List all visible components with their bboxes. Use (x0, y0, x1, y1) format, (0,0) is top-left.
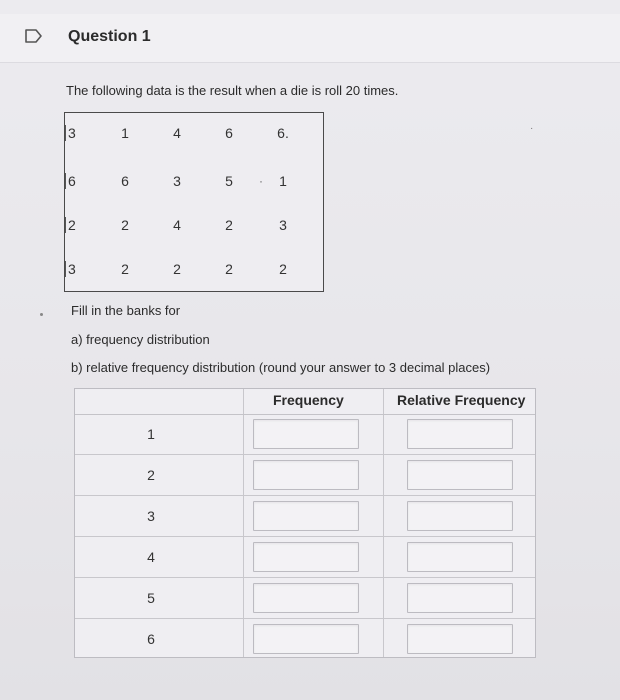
table-row (75, 578, 535, 619)
table-cell: 2 (121, 261, 129, 277)
frequency-input-6[interactable] (253, 624, 359, 654)
die-value-label: 6 (147, 631, 155, 647)
relative-frequency-input-4[interactable] (407, 542, 513, 572)
frequency-input-2[interactable] (253, 460, 359, 490)
relative-frequency-input-1[interactable] (407, 419, 513, 449)
table-cell: 3 (65, 125, 98, 141)
relative-frequency-input-2[interactable] (407, 460, 513, 490)
table-row (65, 125, 323, 155)
instructions-text: Fill in the banks for (71, 303, 181, 318)
table-cell: 5 (225, 173, 233, 189)
table-cell: 6 (65, 173, 98, 189)
table-row (75, 537, 535, 578)
part-b-text: b) relative frequency distribution (round your answer to 3 decimal places) (71, 360, 491, 375)
question-title: Question 1 (68, 28, 151, 45)
frequency-input-1[interactable] (253, 419, 359, 449)
table-cell: 2 (225, 261, 233, 277)
die-value-label: 4 (147, 549, 155, 565)
die-value-label: 2 (147, 467, 155, 483)
table-cell: 2 (279, 261, 287, 277)
table-row (65, 217, 323, 247)
table-cell: 4 (173, 125, 181, 141)
table-cell: 3 (279, 217, 287, 233)
relative-frequency-input-5[interactable] (407, 583, 513, 613)
relative-frequency-input-6[interactable] (407, 624, 513, 654)
table-cell: 2 (65, 217, 98, 233)
die-results-table (64, 112, 324, 292)
table-cell: 3 (173, 173, 181, 189)
table-row (75, 455, 535, 496)
table-cell: 4 (173, 217, 181, 233)
stray-dot: · (259, 174, 263, 188)
frequency-table (74, 388, 536, 658)
frequency-input-5[interactable] (253, 583, 359, 613)
die-value-label: 1 (147, 426, 155, 442)
table-cell: 1 (279, 173, 287, 189)
table-cell: 6 (225, 125, 233, 141)
table-row (75, 496, 535, 537)
relative-frequency-column-header: Relative Frequency (397, 392, 526, 408)
table-cell: 2 (225, 217, 233, 233)
relative-frequency-input-3[interactable] (407, 501, 513, 531)
flag-outline-icon[interactable] (24, 28, 44, 44)
table-row (65, 173, 323, 203)
table-row (75, 414, 535, 455)
table-cell: 3 (65, 261, 98, 277)
part-a-text: a) frequency distribution (71, 332, 210, 347)
question-intro: The following data is the result when a die is roll 20 times. (66, 83, 399, 98)
table-cell: 1 (121, 125, 129, 141)
table-row (65, 261, 323, 291)
table-cell: 6. (277, 125, 289, 141)
decorative-dot (40, 313, 43, 316)
table-cell: 2 (121, 217, 129, 233)
frequency-input-3[interactable] (253, 501, 359, 531)
table-row (75, 619, 535, 660)
frequency-input-4[interactable] (253, 542, 359, 572)
frequency-column-header: Frequency (273, 392, 344, 408)
die-value-label: 5 (147, 590, 155, 606)
table-cell: 6 (121, 173, 129, 189)
decorative-mark: · (530, 123, 534, 134)
frequency-table-header (75, 389, 535, 415)
table-cell: 2 (173, 261, 181, 277)
die-value-label: 3 (147, 508, 155, 524)
